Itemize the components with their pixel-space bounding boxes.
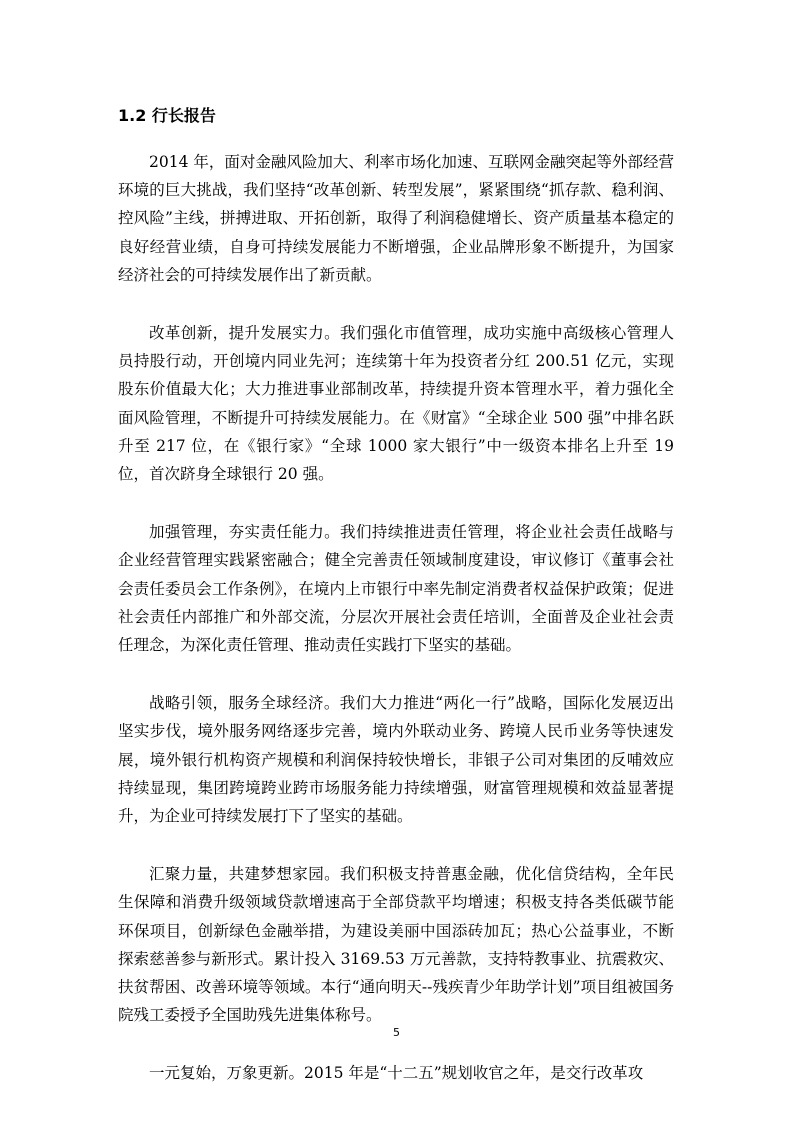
paragraph-strategy: 战略引领，服务全球经济。我们大力推进“两化一行”战略，国际化发展迈出坚实步伐，境外服务网络逐步完善，境内外联动业务、跨境人民币业务等快速发展，境外银行机构资产规模和利润保持较快增长，非银子公司对集团的反哺效应持续显现，集团跨境跨业跨市场服务能力持续增强，财富管理规模和效益显著提升，为企业可持续发展打下了坚实的基础。 <box>118 694 674 826</box>
section-title: 行长报告 <box>151 106 216 125</box>
body-text <box>118 148 674 1118</box>
paragraph-community: 汇聚力量，共建梦想家园。我们积极支持普惠金融，优化信贷结构，全年民生保障和消费升级领域贷款增速高于全部贷款平均增速；积极支持各类低碳节能环保项目，创新绿色金融举措，为建设美丽中国添砖加瓦；热心公益事业，不断探索慈善参与新形式。累计投入 3169.53 万元善款，支持特教事业、抗震救灾、扶贫帮困、改善环境等领域。本行“通向明天--残疾青少年助学计划”项目组被国务院残工委授予全国助残先进集体称号。 <box>118 865 674 1025</box>
paragraph-management: 加强管理，夯实责任能力。我们持续推进责任管理，将企业社会责任战略与企业经营管理实践紧密融合；健全完善责任领域制度建设，审议修订《董事会社会责任委员会工作条例》，在境内上市银行中率先制定消费者权益保护政策；促进社会责任内部推广和外部交流，分层次开展社会责任培训，全面普及企业社会责任理念，为深化责任管理、推动责任实践打下坚实的基础。 <box>118 523 674 655</box>
paragraph-reform: 改革创新，提升发展实力。我们强化市值管理，成功实施中高级核心管理人员持股行动，开创境内同业先河；连续第十年为投资者分红 200.51 亿元，实现股东价值最大化；大力推进事业部制改革，持续提升资本管理水平，着力强化全面风险管理，不断提升可持续发展能力。在《财富》“全球企业 500 强”中排名跃升至 217 位，在《银行家》“全球 1000 家大银行”中一级资本排名上升至 19 位，首次跻身全球银行 20 强。 <box>118 324 674 484</box>
section-number: 1.2 <box>118 106 147 125</box>
paragraph-intro: 2014 年，面对金融风险加大、利率市场化加速、互联网金融突起等外部经营环境的巨大挑战，我们坚持“改革创新、转型发展”，紧紧围绕“抓存款、稳利润、控风险”主线，拼搏进取、开拓创新，取得了利润稳健增长、资产质量基本稳定的良好经营业绩，自身可持续发展能力不断增强，企业品牌形象不断提升，为国家经济社会的可持续发展作出了新贡献。 <box>118 153 674 284</box>
paragraph-outlook: 一元复始，万象更新。2015 年是“十二五”规划收官之年，是交行改革攻 <box>149 1064 644 1083</box>
section-heading <box>118 104 216 128</box>
page-number: 5 <box>393 1026 400 1039</box>
